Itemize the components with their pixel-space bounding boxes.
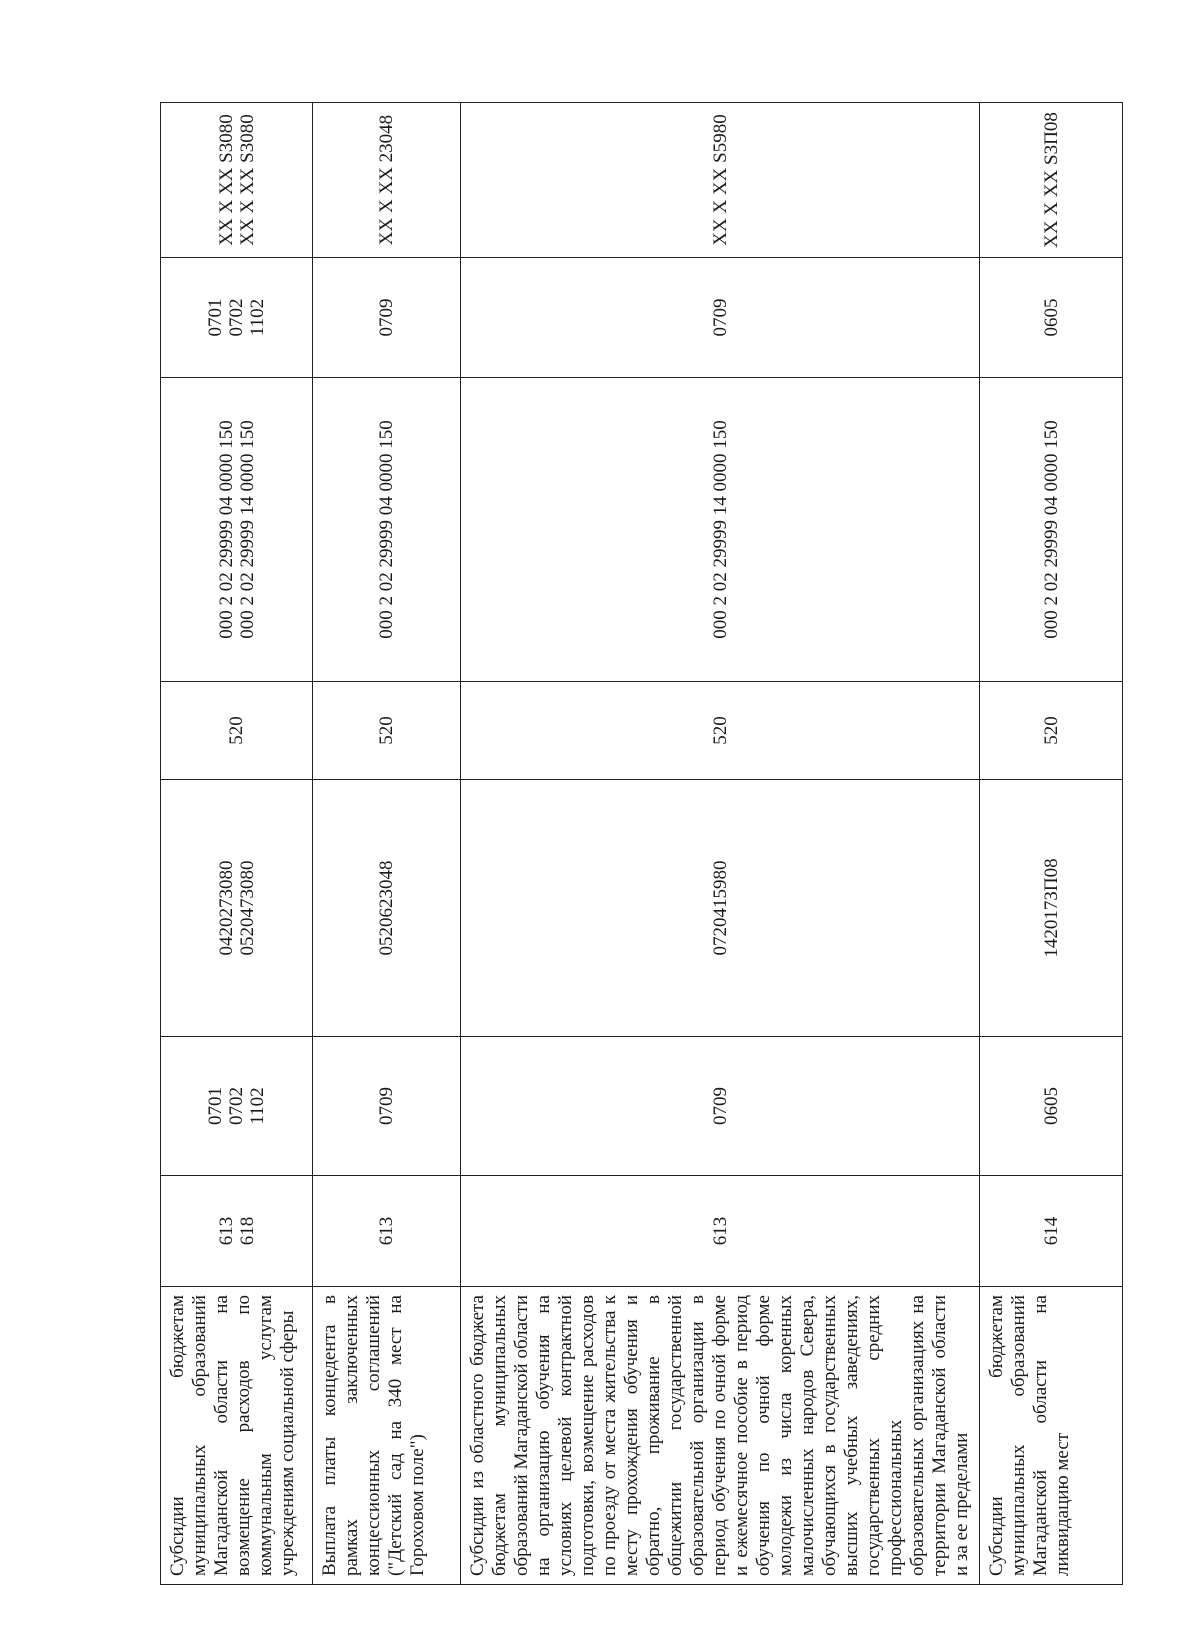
mcode-cell: XX X XX S3П08: [980, 103, 1123, 258]
vr2-cell: 520: [461, 682, 980, 780]
vr-cell: 613 618: [161, 1176, 313, 1287]
row-description: Субсидии из областного бюджета бюджетам муниципальных образований Магаданской области на организацию обучения на условиях целевой контрактной подготовки, возмещение расходов по проезду от места жительства к месту прохождения обучения и обратно, проживание в общежитии государственной образовательной организации в период обучения по очной форме и ежемесячное пособие в период обучения по очной форме молодежи из числа коренных малочисленных народов Севера, обучающихся в государственных высших учебных заведениях, государственных средних профессиональных образовательных организациях на территории Магаданской области и за ее пределами: [461, 1287, 980, 1585]
vr-cell: 614: [980, 1176, 1123, 1287]
rotated-table-wrapper: [160, 103, 1085, 1585]
rzpr-cell: 0605: [980, 1037, 1123, 1176]
subsidy-table: [160, 102, 1123, 1585]
kd-cell: 000 2 02 29999 14 0000 150: [461, 378, 980, 682]
rzpr2-cell: 0605: [980, 258, 1123, 378]
mcode-cell: XX X XX S3080 XX X XX S3080: [161, 103, 313, 258]
table-row: [980, 103, 1123, 1585]
table-row: [461, 103, 980, 1585]
kd-cell: 000 2 02 29999 04 0000 150: [313, 378, 461, 682]
kcsr-cell: 0720415980: [461, 780, 980, 1037]
vr2-cell: 520: [313, 682, 461, 780]
table-row: [161, 103, 313, 1585]
kcsr-cell: 0520623048: [313, 780, 461, 1037]
vr2-cell: 520: [161, 682, 313, 780]
row-description: Субсидии бюджетам муниципальных образований Магаданской области на возмещение расходов по коммунальным услугам учреждениям социальной сферы: [161, 1287, 313, 1585]
rzpr2-cell: 0709: [313, 258, 461, 378]
mcode-cell: XX X XX S5980: [461, 103, 980, 258]
rzpr-cell: 0709: [313, 1037, 461, 1176]
row-description: Субсидии бюджетам муниципальных образований Магаданской области на ликвидацию мест: [980, 1287, 1123, 1585]
kcsr-cell: 142017ЗП08: [980, 780, 1123, 1037]
mcode-cell: XX X XX 23048: [313, 103, 461, 258]
rzpr-cell: 0709: [461, 1037, 980, 1176]
kd-cell: 000 2 02 29999 04 0000 150 000 2 02 29999 14 0000 150: [161, 378, 313, 682]
kcsr-cell: 0420273080 0520473080: [161, 780, 313, 1037]
table-row: [313, 103, 461, 1585]
rzpr2-cell: 0701 0702 1102: [161, 258, 313, 378]
vr-cell: 613: [461, 1176, 980, 1287]
row-description: Выплата платы концедента в рамках заключенных концессионных соглашений ("Детский сад на 340 мест на Гороховом поле"): [313, 1287, 461, 1585]
rzpr2-cell: 0709: [461, 258, 980, 378]
vr-cell: 613: [313, 1176, 461, 1287]
rzpr-cell: 0701 0702 1102: [161, 1037, 313, 1176]
kd-cell: 000 2 02 29999 04 0000 150: [980, 378, 1123, 682]
vr2-cell: 520: [980, 682, 1123, 780]
